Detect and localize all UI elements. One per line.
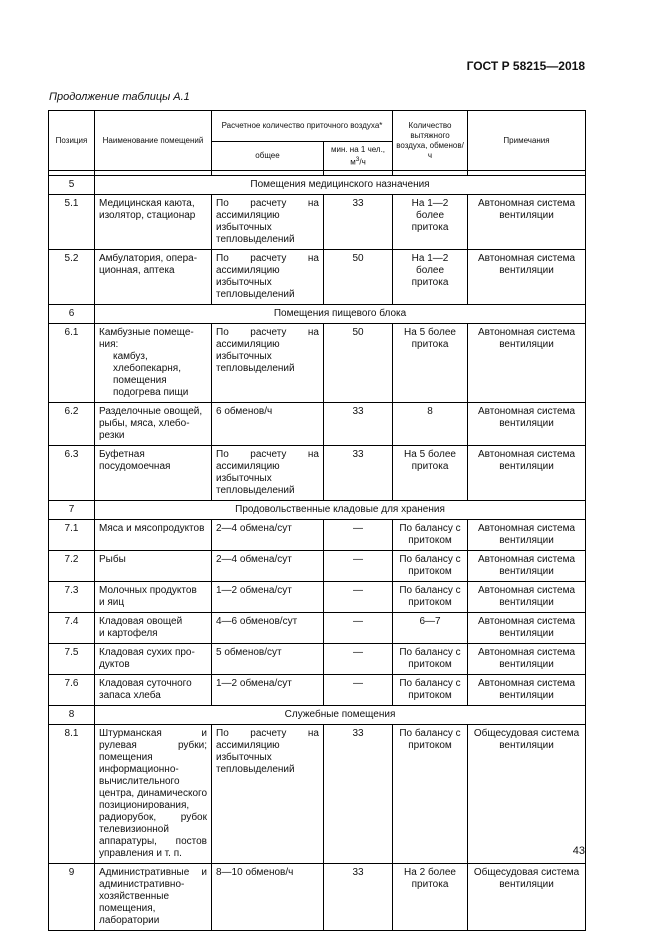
room-name-line: ния:: [99, 339, 119, 350]
table-row: [49, 520, 586, 551]
supply-total: 1—2 обмена/сут: [212, 582, 324, 613]
col-header-position: Позиция: [49, 111, 95, 171]
row-position: 8.1: [49, 725, 95, 864]
room-name: Штурманская и рулевая рубки; помещения информационно-вычислительного центра, динамического позиционирования, радиорубок, рубок телевизионной аппаратуры, постов управления и т. п.: [95, 725, 212, 864]
room-name-line: ционная, аптека: [99, 265, 175, 276]
exhaust-value: По балансу с притоком: [393, 582, 468, 613]
note: Общесудовая система вентиляции: [468, 725, 586, 864]
room-name: [95, 324, 212, 403]
room-name-line: Камбузные помеще-: [99, 327, 194, 338]
col-header-room-name: Наименование помещений: [95, 111, 212, 171]
exhaust-value: На 1—2 более притока: [393, 250, 468, 305]
section-position: 8: [49, 706, 95, 725]
table-row: [49, 864, 586, 931]
standard-number: ГОСТ Р 58215—2018: [466, 59, 585, 73]
section-position: 6: [49, 305, 95, 324]
room-name: [95, 675, 212, 706]
table-row: [49, 725, 586, 864]
room-name-line: Молочных продуктов: [99, 585, 197, 596]
row-position: 7.2: [49, 551, 95, 582]
supply-total: 1—2 обмена/сут: [212, 675, 324, 706]
supply-min-per-person: —: [324, 582, 393, 613]
exhaust-value: По балансу с притоком: [393, 675, 468, 706]
room-subitem: помещения: [113, 375, 167, 386]
section-position: 5: [49, 176, 95, 195]
room-name-line: рыбы, мяса, хлебо-: [99, 418, 190, 429]
room-name-line: Кладовая сухих про-: [99, 647, 195, 658]
supply-min-per-person: 33: [324, 725, 393, 864]
room-name-line: дуктов: [99, 659, 130, 670]
supply-total: 5 обменов/сут: [212, 644, 324, 675]
section-title: Помещения пищевого блока: [95, 305, 586, 324]
table-row: [49, 446, 586, 501]
exhaust-value: На 2 более притока: [393, 864, 468, 931]
room-name: [95, 613, 212, 644]
row-position: 6.2: [49, 403, 95, 446]
row-position: 5.1: [49, 195, 95, 250]
row-position: 6.1: [49, 324, 95, 403]
room-name: [95, 582, 212, 613]
supply-min-per-person: —: [324, 551, 393, 582]
note: Автономная система вентиляции: [468, 403, 586, 446]
section-title: Служебные помещения: [95, 706, 586, 725]
table-row: [49, 675, 586, 706]
supply-total: 8—10 обменов/ч: [212, 864, 324, 931]
supply-total: 4—6 обменов/сут: [212, 613, 324, 644]
room-name-line: и яиц: [99, 597, 125, 608]
supply-total: По расчету на ассимиляцию избыточных тепловыделений: [212, 250, 324, 305]
supply-min-per-person: —: [324, 613, 393, 644]
supply-total: 2—4 обмена/сут: [212, 520, 324, 551]
room-name-line: и картофеля: [99, 628, 158, 639]
exhaust-value: По балансу с притоком: [393, 644, 468, 675]
note: Автономная система вентиляции: [468, 324, 586, 403]
note: Автономная система вентиляции: [468, 644, 586, 675]
table-row: [49, 324, 586, 403]
supply-total: По расчету на ассимиляцию избыточных тепловыделений: [212, 725, 324, 864]
row-position: 7.5: [49, 644, 95, 675]
room-subitem: подогрева пищи: [113, 387, 189, 398]
section-position: 7: [49, 501, 95, 520]
col-header-exhaust: Количество вытяжного воздуха, обменов/ч: [393, 111, 468, 171]
table-row: [49, 644, 586, 675]
exhaust-value: 8: [393, 403, 468, 446]
room-name-line: Медицинская каюта,: [99, 198, 195, 209]
exhaust-value: На 5 более притока: [393, 446, 468, 501]
exhaust-value: По балансу с притоком: [393, 725, 468, 864]
supply-total: По расчету на ассимиляцию избыточных тепловыделений: [212, 324, 324, 403]
section-title: Продовольственные кладовые для хранения: [95, 501, 586, 520]
room-name: [95, 644, 212, 675]
section-row: [49, 176, 586, 195]
page-number: 43: [572, 845, 585, 857]
row-position: 7.6: [49, 675, 95, 706]
note: Автономная система вентиляции: [468, 551, 586, 582]
note: Общесудовая система вентиляции: [468, 864, 586, 931]
supply-total: По расчету на ассимиляцию избыточных тепловыделений: [212, 446, 324, 501]
col-header-notes: Примечания: [468, 111, 586, 171]
supply-min-per-person: 33: [324, 446, 393, 501]
supply-min-per-person: —: [324, 520, 393, 551]
room-subitem: хлебопекарня,: [113, 363, 181, 374]
col-header-supply-group: Расчетное количество приточного воздуха*: [212, 111, 393, 142]
supply-min-per-person: —: [324, 675, 393, 706]
section-title: Помещения медицинского назначения: [95, 176, 586, 195]
room-name-line: Рыбы: [99, 554, 126, 565]
supply-min-per-person: 50: [324, 250, 393, 305]
row-position: 6.3: [49, 446, 95, 501]
note: Автономная система вентиляции: [468, 446, 586, 501]
table-caption: Продолжение таблицы А.1: [49, 91, 190, 103]
room-name-line: Разделочные овощей,: [99, 406, 203, 417]
section-row: [49, 305, 586, 324]
room-name-line: Кладовая суточного: [99, 678, 192, 689]
supply-min-per-person: 33: [324, 195, 393, 250]
section-row: [49, 501, 586, 520]
table-row: [49, 195, 586, 250]
supply-total: 2—4 обмена/сут: [212, 551, 324, 582]
room-name: [95, 446, 212, 501]
room-subitem: камбуз,: [113, 351, 148, 362]
ventilation-table: [48, 110, 586, 931]
table-row: [49, 250, 586, 305]
room-name-line: Кладовая овощей: [99, 616, 183, 627]
note: Автономная система вентиляции: [468, 250, 586, 305]
col-header-supply-total: общее: [212, 142, 324, 171]
room-name-line: резки: [99, 430, 125, 441]
row-position: 5.2: [49, 250, 95, 305]
room-name-line: запаса хлеба: [99, 690, 161, 701]
row-position: 7.4: [49, 613, 95, 644]
row-position: 7.3: [49, 582, 95, 613]
note: Автономная система вентиляции: [468, 195, 586, 250]
table-row: [49, 403, 586, 446]
room-name: [95, 520, 212, 551]
section-row: [49, 706, 586, 725]
note: Автономная система вентиляции: [468, 520, 586, 551]
room-name-line: Мяса и мясопродуктов: [99, 523, 205, 534]
room-name-line: изолятор, стационар: [99, 210, 196, 221]
table-row: [49, 551, 586, 582]
room-name: [95, 195, 212, 250]
row-position: 9: [49, 864, 95, 931]
note: Автономная система вентиляции: [468, 582, 586, 613]
supply-min-per-person: 33: [324, 864, 393, 931]
exhaust-value: По балансу с притоком: [393, 520, 468, 551]
supply-total: 6 обменов/ч: [212, 403, 324, 446]
row-position: 7.1: [49, 520, 95, 551]
note: Автономная система вентиляции: [468, 613, 586, 644]
room-name: [95, 551, 212, 582]
room-name-line: Амбулатория, опера-: [99, 253, 198, 264]
supply-min-per-person: 33: [324, 403, 393, 446]
note: Автономная система вентиляции: [468, 675, 586, 706]
exhaust-value: 6—7: [393, 613, 468, 644]
exhaust-value: По балансу с притоком: [393, 551, 468, 582]
exhaust-value: На 5 более притока: [393, 324, 468, 403]
table-row: [49, 613, 586, 644]
supply-min-per-person: 50: [324, 324, 393, 403]
room-name-line: Буфетная: [99, 449, 145, 460]
room-name: [95, 250, 212, 305]
col-header-supply-min: мин. на 1 чел., $м^3/ч$: [324, 142, 393, 171]
table-row: [49, 582, 586, 613]
room-name: Административные и административно-хозяйственные помещения, лаборатории: [95, 864, 212, 931]
supply-total: По расчету на ассимиляцию избыточных тепловыделений: [212, 195, 324, 250]
exhaust-value: На 1—2 более притока: [393, 195, 468, 250]
room-name: [95, 403, 212, 446]
supply-min-per-person: —: [324, 644, 393, 675]
room-name-line: посудомоечная: [99, 461, 171, 472]
